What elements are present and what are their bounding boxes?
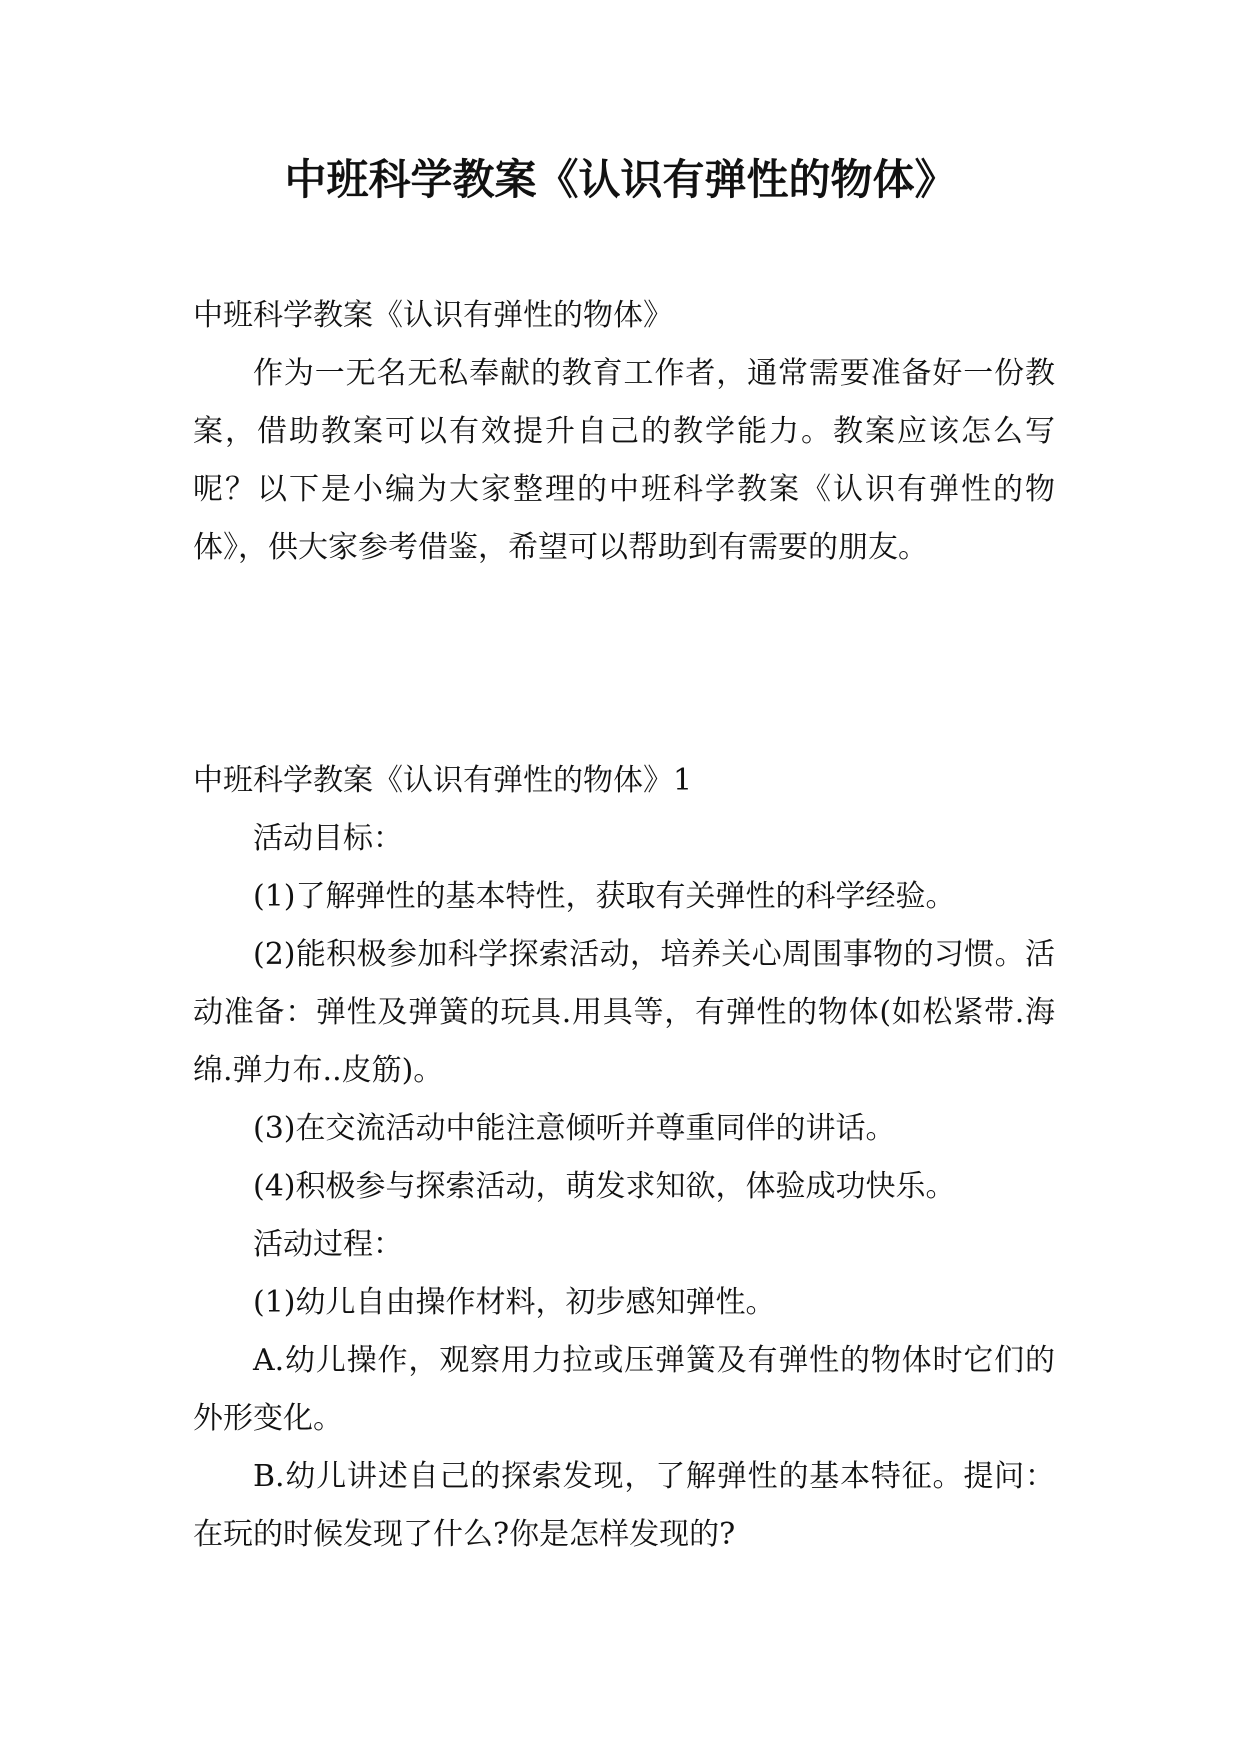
process-step-b: B.幼儿讲述自己的探索发现，了解弹性的基本特征。提问：在玩的时候发现了什么?你是怎样发现的?	[193, 1459, 1055, 1552]
process-step-a: A.幼儿操作，观察用力拉或压弹簧及有弹性的物体时它们的外形变化。	[193, 1343, 1055, 1436]
document-title: 中班科学教案《认识有弹性的物体》	[284, 155, 957, 204]
intro-heading: 中班科学教案《认识有弹性的物体》	[193, 298, 673, 333]
objective-4: (4)积极参与探索活动，萌发求知欲，体验成功快乐。	[253, 1169, 956, 1204]
intro-section	[193, 287, 1055, 577]
section-1-heading: 中班科学教案《认识有弹性的物体》1	[193, 763, 693, 798]
objective-2-and-preparation: (2)能积极参加科学探索活动，培养关心周围事物的习惯。活动准备：弹性及弹簧的玩具.用具等，有弹性的物体(如松紧带.海绵.弹力布..皮筋)。	[193, 937, 1055, 1088]
process-step-1: (1)幼儿自由操作材料，初步感知弹性。	[253, 1285, 776, 1320]
intro-paragraph: 作为一无名无私奉献的教育工作者，通常需要准备好一份教案，借助教案可以有效提升自己的教学能力。教案应该怎么写呢？以下是小编为大家整理的中班科学教案《认识有弹性的物体》，供大家参考借鉴，希望可以帮助到有需要的朋友。	[193, 356, 1055, 565]
objective-1: (1)了解弹性的基本特性，获取有关弹性的科学经验。	[253, 879, 956, 914]
objective-3: (3)在交流活动中能注意倾听并尊重同伴的讲话。	[253, 1111, 896, 1146]
section-1	[193, 752, 1055, 1564]
process-label: 活动过程：	[253, 1227, 403, 1262]
objectives-label: 活动目标：	[253, 821, 403, 856]
